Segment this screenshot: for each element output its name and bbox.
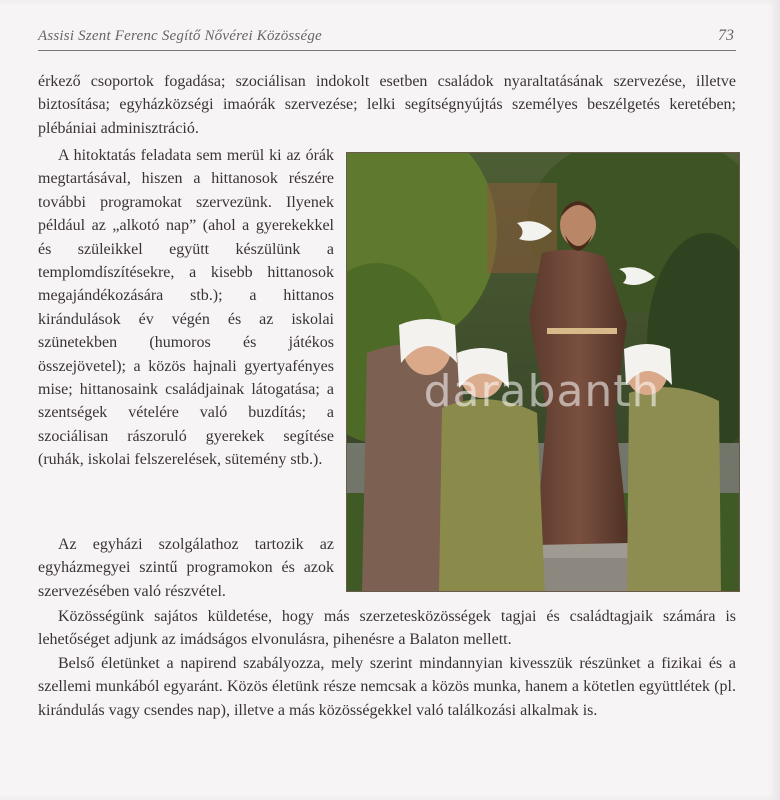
header-title: Assisi Szent Ferenc Segítő Nővérei Közössége: [38, 28, 322, 44]
paragraph-kuldetes: Közösségünk sajátos küldetése, hogy más szerzetesközösségek tagjai és családtagjaik számára is lehetőséget adjunk az imádságos elvonulásra, pihenésre a Balaton mellett.: [38, 608, 736, 649]
paragraph-egyhazi-szolgalat: Az egyházi szolgálathoz tartozik az egyházmegyei szintű programokon és azok szervezésében való részvétel.: [38, 536, 334, 600]
photo-nuns-with-statue: [346, 152, 740, 592]
running-header: [38, 26, 736, 51]
paragraph-belso-elet: Belső életünket a napirend szabályozza, mely szerint mindannyian kivesszük részünket a fizikai és a szellemi munkából egyaránt. Közös életünk része nemcsak a közös munka, hanem a kötetlen együttlétek (pl. kirándulás vagy csendes nap), illetve a más közösségekkel való találkozási alkalmak is.: [38, 655, 736, 719]
photo-watermark: darabanth: [423, 366, 661, 417]
page-number: 73: [718, 27, 734, 44]
paragraph-top: érkező csoportok fogadása; szociálisan indokolt esetben családok nyaraltatásának szervezése, illetve biztosítása; egyházközségi imaórák szervezése; lelki segítségnyújtás személyes beszélgetés keretében; plébániai adminisztráció.: [38, 73, 736, 137]
paragraph-hitoktatas: A hitoktatás feladata sem merül ki az órák megtartásával, hiszen a hittanosok részére további programokat szervezünk. Ilyenek például az „alkotó nap” (ahol a gyerekekkel és szüleikkel együtt készülünk a templomdíszítésekre, a kisebb hittanosok megajándékozására stb.); a hittanos kirándulások év végén és az iskolai szünetekben (humoros és játékos összejövetel); a közös hajnali gyertyafényes mise; hittanosaink családjainak látogatása; a szentségek vételére való buzdítás; a szociálisan rászoruló gyerekek segítése (ruhák, iskolai felszerelések, sütemény stb.).: [38, 147, 334, 469]
